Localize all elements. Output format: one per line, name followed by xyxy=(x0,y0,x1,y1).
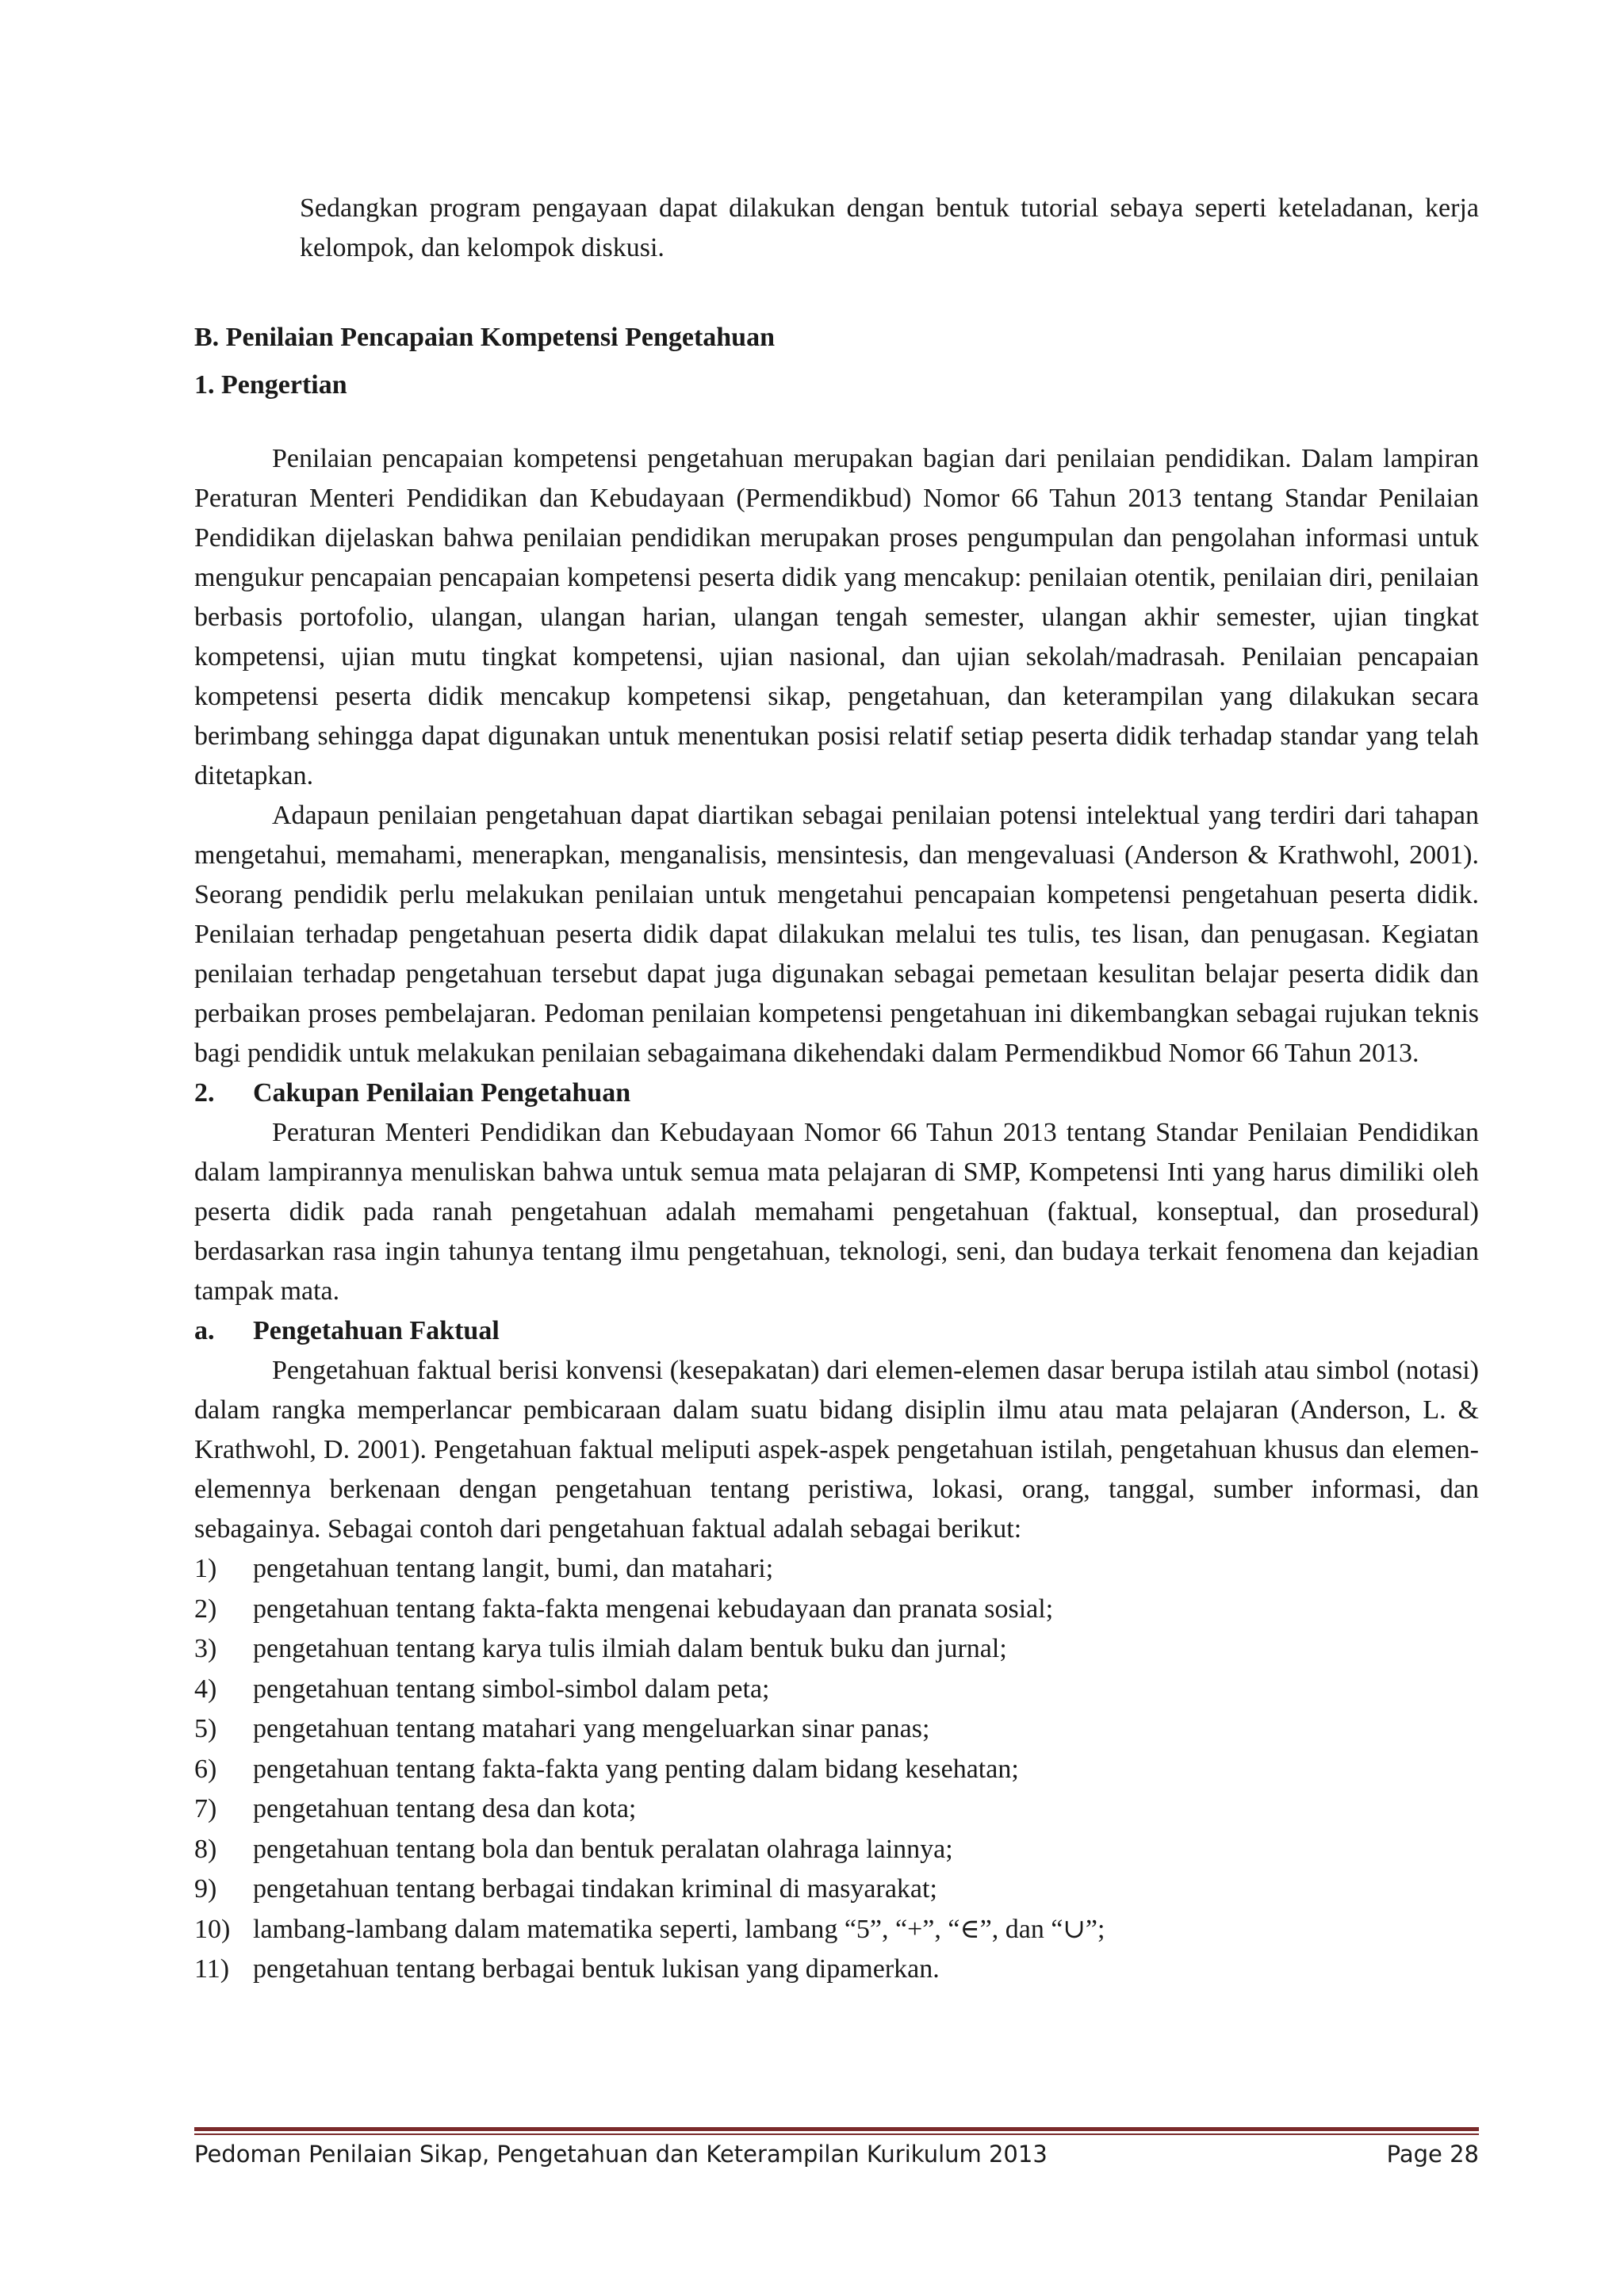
footer-title: Pedoman Penilaian Sikap, Pengetahuan dan Keterampilan Kurikulum 2013 xyxy=(194,2141,1048,2168)
list-item-text: pengetahuan tentang karya tulis ilmiah dalam bentuk buku dan jurnal; xyxy=(253,1634,1007,1663)
list-item-number: 9) xyxy=(194,1874,217,1904)
list-item-number: 4) xyxy=(194,1674,217,1704)
list-item-text: pengetahuan tentang langit, bumi, dan matahari; xyxy=(253,1554,774,1583)
list-item xyxy=(194,1590,1479,1630)
list-item xyxy=(194,1910,1479,1950)
intro-paragraph: Sedangkan program pengayaan dapat dilakukan dengan bentuk tutorial sebaya seperti keteladanan, kerja kelompok, dan kelompok diskusi. xyxy=(300,193,1479,262)
page-footer xyxy=(194,2141,1479,2168)
list-item-text: lambang-lambang dalam matematika seperti, lambang “5”, “+”, “∈”, dan “∪”; xyxy=(253,1914,1105,1944)
list-item-text: pengetahuan tentang berbagai bentuk lukisan yang dipamerkan. xyxy=(253,1954,940,1984)
section-a-title: Pengetahuan Faktual xyxy=(253,1316,500,1345)
spacer xyxy=(194,409,1479,439)
cakupan-paragraph: Peraturan Menteri Pendidikan dan Kebudayaan Nomor 66 Tahun 2013 tentang Standar Penilaian Pendidikan dalam lampirannya menuliskan bahwa untuk semua mata pelajaran di SMP, Kompetensi Inti yang harus dimiliki oleh peserta didik pada ranah pengetahuan adalah memahami pengetahuan (faktual, konseptual, dan prosedural) berdasarkan rasa ingin tahunya tentang ilmu pengetahuan, teknologi, seni, dan budaya terkait fenomena dan kejadian tampak mata. xyxy=(194,1118,1479,1306)
list-item xyxy=(194,1830,1479,1870)
footer-divider-thin xyxy=(194,2133,1479,2135)
footer-divider-thick xyxy=(194,2127,1479,2131)
list-item-number: 6) xyxy=(194,1754,217,1784)
list-item-number: 3) xyxy=(194,1634,217,1663)
list-item-text: pengetahuan tentang berbagai tindakan kriminal di masyarakat; xyxy=(253,1874,937,1904)
list-item xyxy=(194,1869,1479,1910)
list-item-number: 5) xyxy=(194,1714,217,1743)
section-1-heading: 1. Pengertian xyxy=(194,370,347,400)
section-2-title: Cakupan Penilaian Pengetahuan xyxy=(253,1078,631,1108)
section-a-number: a. xyxy=(194,1316,215,1345)
list-item xyxy=(194,1549,1479,1590)
list-item-text: pengetahuan tentang simbol-simbol dalam peta; xyxy=(253,1674,770,1704)
list-item-number: 1) xyxy=(194,1554,217,1583)
list-item-number: 11) xyxy=(194,1954,230,1984)
list-item-number: 7) xyxy=(194,1794,217,1823)
list-item-text: pengetahuan tentang fakta-fakta mengenai kebudayaan dan pranata sosial; xyxy=(253,1594,1054,1624)
list-item xyxy=(194,1709,1479,1750)
page-content xyxy=(194,189,1479,1990)
list-item-text: pengetahuan tentang fakta-fakta yang penting dalam bidang kesehatan; xyxy=(253,1754,1019,1784)
list-item-text: pengetahuan tentang matahari yang mengeluarkan sinar panas; xyxy=(253,1714,930,1743)
list-item xyxy=(194,1670,1479,1710)
list-item xyxy=(194,1789,1479,1830)
faktual-paragraph: Pengetahuan faktual berisi konvensi (kesepakatan) dari elemen-elemen dasar berupa istilah atau simbol (notasi) dalam rangka memperlancar pembicaraan dalam suatu bidang disiplin ilmu atau mata pelajaran (Anderson, L. & Krathwohl, D. 2001). Pengetahuan faktual meliputi aspek-aspek pengetahuan istilah, pengetahuan khusus dan elemen-elemennya berkenaan dengan pengetahuan tentang peristiwa, lokasi, orang, tanggal, sumber informasi, dan sebagainya. Sebagai contoh dari pengetahuan faktual adalah sebagai berikut: xyxy=(194,1356,1479,1544)
list-item xyxy=(194,1950,1479,1990)
faktual-example-list xyxy=(194,1549,1479,1990)
list-item xyxy=(194,1750,1479,1790)
list-item-number: 10) xyxy=(194,1914,231,1944)
pengertian-paragraph-2: Adapaun penilaian pengetahuan dapat diartikan sebagai penilaian potensi intelektual yang terdiri dari tahapan mengetahui, memahami, menerapkan, menganalisis, mensintesis, dan mengevaluasi (Anderson & Krathwohl, 2001). Seorang pendidik perlu melakukan penilaian untuk mengetahui pencapaian kompetensi pengetahuan peserta didik. Penilaian terhadap pengetahuan peserta didik dapat dilakukan melalui tes tulis, tes lisan, dan penugasan. Kegiatan penilaian terhadap pengetahuan tersebut dapat juga digunakan sebagai pemetaan kesulitan belajar peserta didik dan perbaikan proses pembelajaran. Pedoman penilaian kompetensi pengetahuan ini dikembangkan sebagai rujukan teknis bagi pendidik untuk melakukan penilaian sebagaimana dikehendaki dalam Permendikbud Nomor 66 Tahun 2013. xyxy=(194,801,1479,1068)
section-2-heading xyxy=(194,1073,1479,1113)
page-number: Page 28 xyxy=(1386,2141,1479,2168)
list-item-number: 8) xyxy=(194,1834,217,1864)
list-item-text: pengetahuan tentang desa dan kota; xyxy=(253,1794,637,1823)
pengertian-paragraph-1: Penilaian pencapaian kompetensi pengetahuan merupakan bagian dari penilaian pendidikan. Dalam lampiran Peraturan Menteri Pendidikan dan Kebudayaan (Permendikbud) Nomor 66 Tahun 2013 tentang Standar Penilaian Pendidikan dijelaskan bahwa penilaian pendidikan merupakan proses pengumpulan dan pengolahan informasi untuk mengukur pencapaian pencapaian kompetensi peserta didik yang mencakup: penilaian otentik, penilaian diri, penilaian berbasis portofolio, ulangan, ulangan harian, ulangan tengah semester, ulangan akhir semester, ujian tingkat kompetensi, ujian mutu tingkat kompetensi, ujian nasional, dan ujian sekolah/madrasah. Penilaian pencapaian kompetensi peserta didik mencakup kompetensi sikap, pengetahuan, dan keterampilan yang dilakukan secara berimbang sehingga dapat digunakan untuk menentukan posisi relatif setiap peserta didik terhadap standar yang telah ditetapkan. xyxy=(194,444,1479,790)
section-a-heading xyxy=(194,1311,1479,1351)
list-item-text: pengetahuan tentang bola dan bentuk peralatan olahraga lainnya; xyxy=(253,1834,953,1864)
list-item xyxy=(194,1629,1479,1670)
section-2-number: 2. xyxy=(194,1078,215,1108)
list-item-number: 2) xyxy=(194,1594,217,1624)
section-b-heading: B. Penilaian Pencapaian Kompetensi Pengetahuan xyxy=(194,323,775,352)
